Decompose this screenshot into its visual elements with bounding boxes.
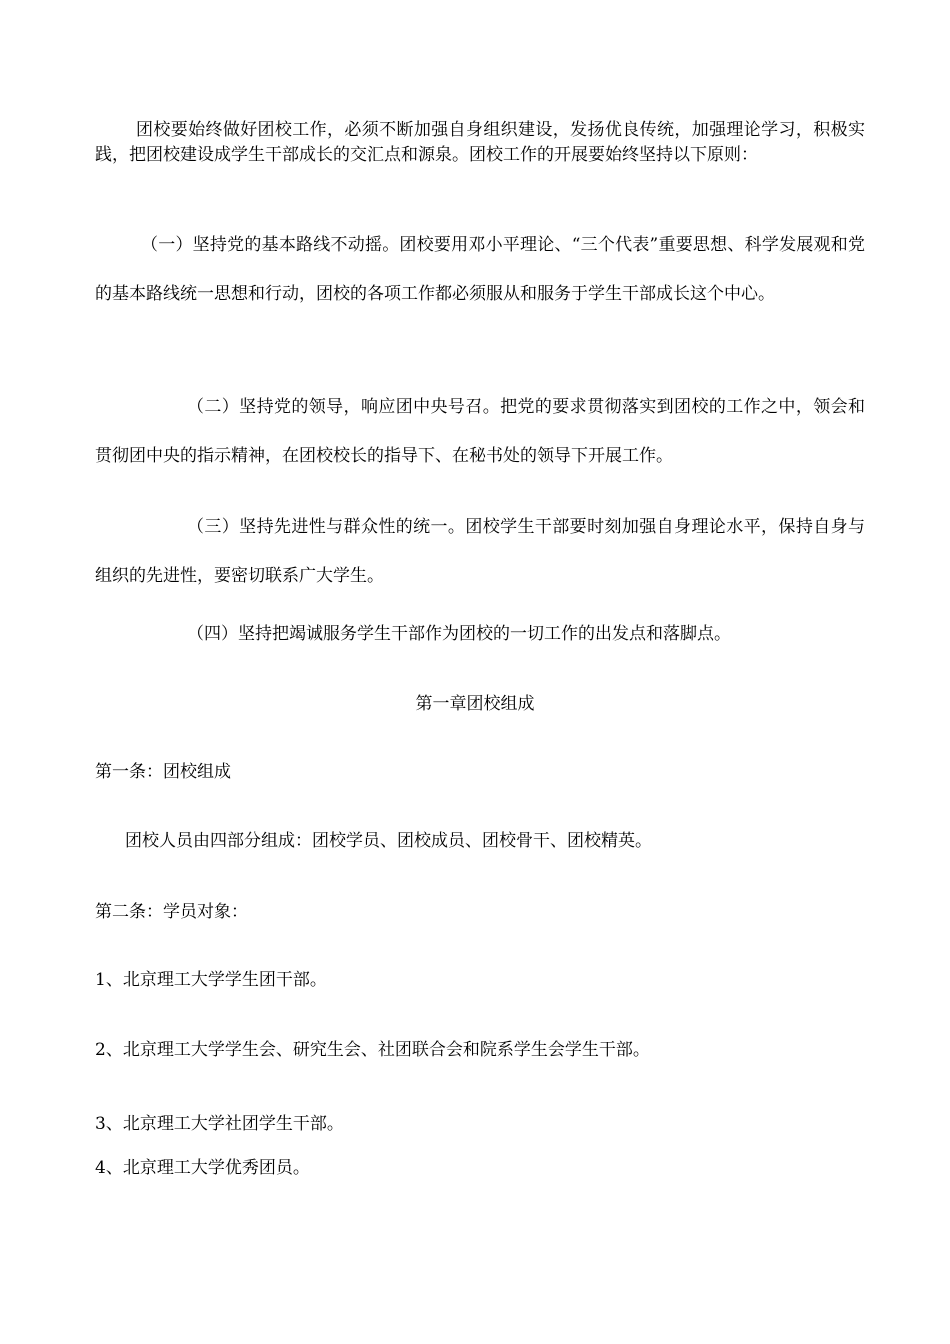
list-item: 2、北京理工大学学生会、研究生会、社团联合会和院系学生会学生干部。 — [95, 1040, 650, 1060]
article-2-title: 第二条：学员对象： — [95, 902, 248, 922]
article-1-body: 团校人员由四部分组成：团校学员、团校成员、团校骨干、团校精英。 — [125, 831, 652, 851]
list-item: 1、北京理工大学学生团干部。 — [95, 970, 327, 990]
list-item: 3、北京理工大学社团学生干部。 — [95, 1114, 344, 1134]
chapter-title: 第一章团校组成 — [415, 694, 535, 714]
principle-2: （二）坚持党的领导，响应团中央号召。把党的要求贯彻落实到团校的工作之中，领会和贯彻团中央的指示精神，在团校校长的指导下、在秘书处的领导下开展工作。 — [95, 397, 865, 466]
intro-paragraph: 团校要始终做好团校工作，必须不断加强自身组织建设，发扬优良传统，加强理论学习，积极实践，把团校建设成学生干部成长的交汇点和源泉。团校工作的开展要始终坚持以下原则： — [95, 120, 865, 165]
principle-1: （一）坚持党的基本路线不动摇。团校要用邓小平理论、“三个代表”重要思想、科学发展观和党的基本路线统一思想和行动，团校的各项工作都必须服从和服务于学生干部成长这个中心。 — [95, 235, 865, 304]
article-1-title: 第一条：团校组成 — [95, 762, 231, 782]
principle-4: （四）坚持把竭诚服务学生干部作为团校的一切工作的出发点和落脚点。 — [187, 624, 731, 644]
list-item: 4、北京理工大学优秀团员。 — [95, 1158, 310, 1178]
principle-3: （三）坚持先进性与群众性的统一。团校学生干部要时刻加强自身理论水平，保持自身与组织的先进性，要密切联系广大学生。 — [95, 517, 865, 586]
